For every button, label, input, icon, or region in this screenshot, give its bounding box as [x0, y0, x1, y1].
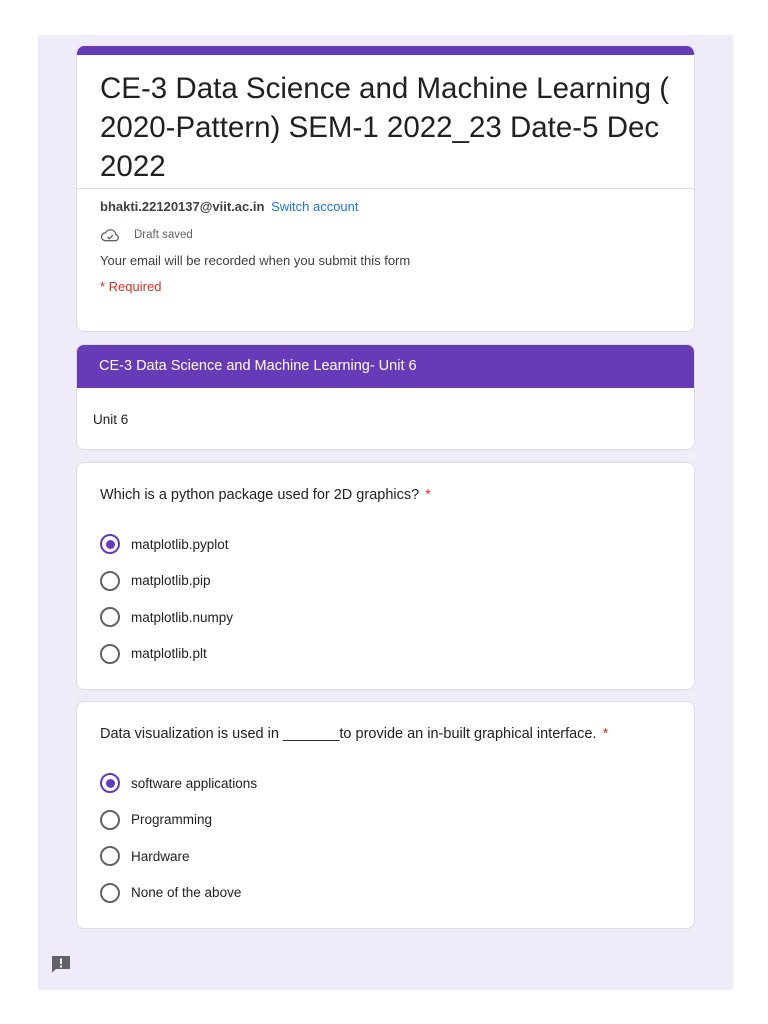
draft-status-row: [77, 217, 694, 247]
switch-account-link[interactable]: Switch account: [271, 199, 359, 214]
option-item[interactable]: [100, 765, 694, 802]
radio-button[interactable]: [100, 644, 120, 664]
option-item[interactable]: [100, 599, 694, 636]
question-text: Which is a python package used for 2D graphics?: [100, 487, 420, 503]
required-star: *: [425, 487, 431, 503]
radio-button[interactable]: [100, 607, 120, 627]
section-description: Unit 6: [93, 412, 129, 427]
question-card: [76, 701, 695, 929]
option-label[interactable]: matplotlib.pip: [131, 573, 211, 589]
option-label[interactable]: Hardware: [131, 848, 190, 864]
account-row: [77, 189, 694, 217]
option-item[interactable]: [100, 875, 694, 912]
form-title: CE-3 Data Science and Machine Learning ( 2020-Pattern) SEM-1 2022_23 Date-5 Dec 2022: [100, 72, 670, 183]
radio-button[interactable]: [100, 810, 120, 830]
option-item[interactable]: [100, 563, 694, 600]
account-email: bhakti.22120137@viit.ac.in: [100, 199, 265, 214]
option-item[interactable]: [100, 636, 694, 673]
option-item[interactable]: [100, 838, 694, 875]
report-feedback-icon[interactable]: [51, 955, 71, 973]
option-label[interactable]: software applications: [131, 775, 258, 791]
radio-button[interactable]: [100, 883, 120, 903]
required-star: *: [602, 726, 609, 742]
question-card: [76, 462, 695, 690]
option-label[interactable]: Programming: [131, 812, 213, 828]
form-header-card: [76, 46, 695, 332]
option-label[interactable]: matplotlib.plt: [131, 646, 207, 662]
option-label[interactable]: None of the above: [131, 885, 242, 901]
options-list: [77, 512, 694, 672]
draft-status: Draft saved: [134, 229, 193, 241]
option-item[interactable]: [100, 526, 694, 563]
cloud-check-icon: [100, 228, 120, 242]
radio-button[interactable]: [100, 773, 120, 793]
radio-button[interactable]: [100, 534, 120, 554]
option-label[interactable]: matplotlib.pyplot: [131, 536, 229, 552]
question-text: Data visualization is used in _______to provide an in-built graphical interface.: [100, 726, 597, 742]
section-card: [76, 344, 695, 450]
option-label[interactable]: matplotlib.numpy: [131, 609, 234, 625]
radio-button[interactable]: [100, 846, 120, 866]
options-list: [77, 751, 694, 911]
section-header: CE-3 Data Science and Machine Learning- Unit 6: [77, 345, 694, 388]
question-title: [77, 463, 694, 512]
option-item[interactable]: [100, 802, 694, 839]
question-title: [77, 702, 694, 751]
email-notice: Your email will be recorded when you submit this form: [100, 253, 411, 268]
radio-button[interactable]: [100, 571, 120, 591]
accent-bar: [77, 46, 694, 55]
required-note: * Required: [100, 279, 162, 294]
